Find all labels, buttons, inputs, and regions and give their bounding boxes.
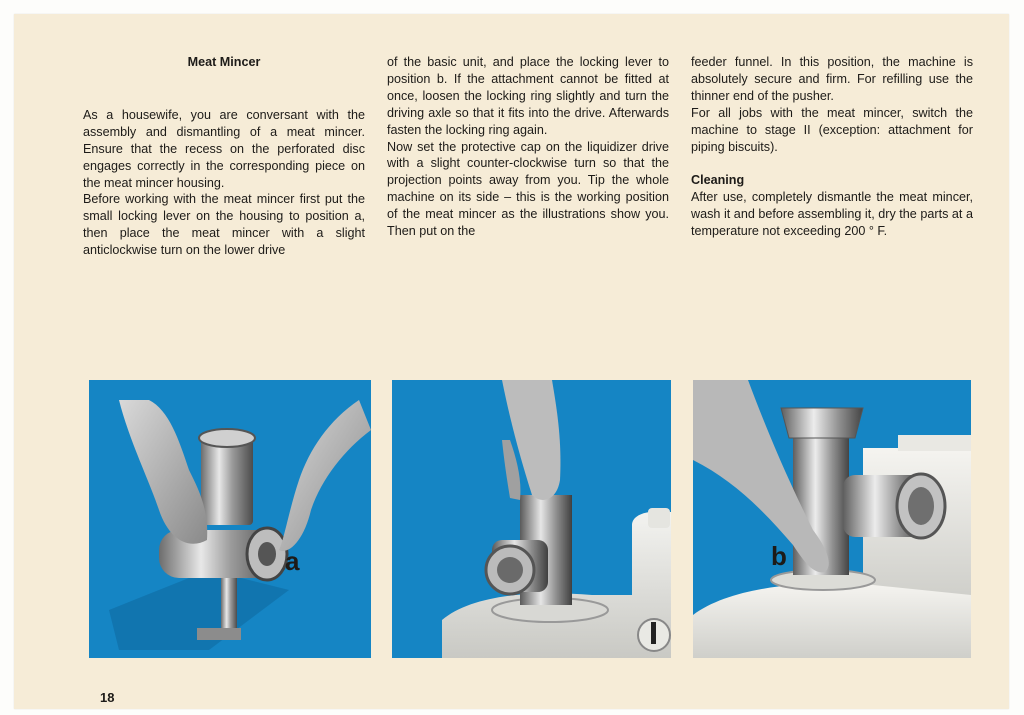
section-title: Meat Mincer bbox=[187, 55, 261, 69]
label-b: b bbox=[771, 541, 787, 571]
manual-page bbox=[14, 14, 1009, 709]
page-number: 18 bbox=[100, 690, 115, 705]
paragraph: feeder funnel. In this position, the machine is absolutely secure and firm. For refilling use the thinner end of the pusher. bbox=[691, 55, 973, 103]
paragraph: Before working with the meat mincer first put the small locking lever on the housing to position a, then place the meat mincer with a slight anticlockwise turn on the lower drive bbox=[83, 192, 365, 258]
text-column-1 bbox=[83, 54, 365, 259]
text-column-3 bbox=[691, 54, 973, 240]
label-a: a bbox=[285, 546, 300, 576]
paragraph: For all jobs with the meat mincer, switch the machine to stage II (exception: attachment for piping biscuits). bbox=[691, 105, 973, 154]
paragraph: of the basic unit, and place the locking lever to position b. If the attachment cannot be fitted at once, loosen the locking ring slightly and turn the driving axle so that it fits into the drive. Afterwards fasten the locking ring again. bbox=[387, 55, 669, 137]
photo-mincer-assembly bbox=[89, 380, 371, 658]
photo-machine-working-position bbox=[392, 380, 671, 658]
cleaning-paragraph: After use, completely dismantle the meat mincer, wash it and before assembling it, dry the parts at a temperature not exceeding 200 ° F. bbox=[691, 190, 973, 239]
paragraph: Now set the protective cap on the liquidizer drive with a slight counter-clockwise turn so that the projection points away from you. Tip the whole machine on its side – this is the working position of the meat mincer as the illustrations show you. Then put on the bbox=[387, 139, 669, 239]
paragraph: As a housewife, you are conversant with the assembly and dismantling of a meat mincer. Ensure that the recess on the perforated disc engages correctly in the corresponding piece on the meat mincer housing. bbox=[83, 107, 365, 190]
text-column-2 bbox=[387, 54, 669, 240]
photo-locking-lever-b bbox=[693, 380, 971, 658]
cleaning-heading: Cleaning bbox=[691, 173, 745, 188]
